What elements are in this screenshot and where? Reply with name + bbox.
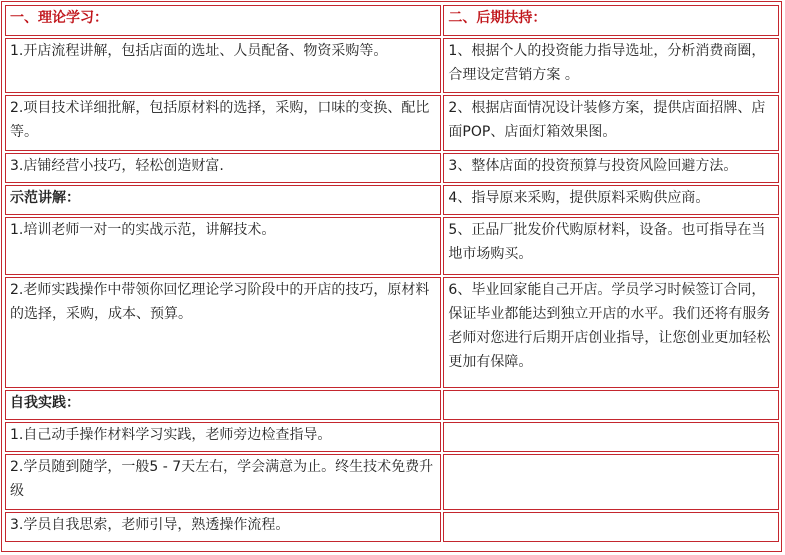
- table-row: [5, 217, 779, 275]
- table-row: [5, 512, 779, 542]
- table-row: [5, 454, 779, 510]
- self-practice-header: 自我实践：: [5, 390, 441, 420]
- demo-item-1: 1.培训老师一对一的实战示范，讲解技术。: [5, 217, 441, 275]
- training-table-frame: [1, 1, 782, 552]
- theory-item-3: 3.店铺经营小技巧，轻松创造财富.: [5, 153, 441, 183]
- theory-item-2: 2.项目技术详细批解，包括原材料的选择，采购，口味的变换、配比等。: [5, 95, 441, 151]
- table-row: [5, 38, 779, 93]
- practice-item-2: 2.学员随到随学，一般5 - 7天左右，学会满意为止。终生技术免费升级: [5, 454, 441, 510]
- theory-item-1: 1.开店流程讲解，包括店面的选址、人员配备、物资采购等。: [5, 38, 441, 93]
- support-item-5: 5、正品厂批发价代购原材料，设备。也可指导在当地市场购买。: [443, 217, 779, 275]
- support-item-2: 2、根据店面情况设计装修方案，提供店面招牌、店面POP、店面灯箱效果图。: [443, 95, 779, 151]
- empty-cell: [443, 390, 779, 420]
- table-row: [5, 390, 779, 420]
- empty-cell: [443, 512, 779, 542]
- theory-study-header: 一、理论学习：: [5, 5, 441, 36]
- support-item-3: 3、整体店面的投资预算与投资风险回避方法。: [443, 153, 779, 183]
- training-table: [3, 3, 781, 544]
- table-row: [5, 422, 779, 452]
- table-row: [5, 185, 779, 215]
- after-support-header: 二、后期扶持：: [443, 5, 779, 36]
- support-item-1: 1、根据个人的投资能力指导选址，分析消费商圈，合理设定营销方案 。: [443, 38, 779, 93]
- table-row: [5, 95, 779, 151]
- table-row: [5, 153, 779, 183]
- support-item-4: 4、指导原来采购，提供原料采购供应商。: [443, 185, 779, 215]
- demo-explanation-header: 示范讲解：: [5, 185, 441, 215]
- table-row: [5, 5, 779, 36]
- table-row: [5, 277, 779, 388]
- empty-cell: [443, 422, 779, 452]
- support-item-6: 6、毕业回家能自己开店。学员学习时候签订合同，保证毕业都能达到独立开店的水平。我们还将有服务老师对您进行后期开店创业指导，让您创业更加轻松更加有保障。: [443, 277, 779, 388]
- practice-item-3: 3.学员自我思索，老师引导，熟透操作流程。: [5, 512, 441, 542]
- practice-item-1: 1.自己动手操作材料学习实践，老师旁边检查指导。: [5, 422, 441, 452]
- empty-cell: [443, 454, 779, 510]
- demo-item-2: 2.老师实践操作中带领你回忆理论学习阶段中的开店的技巧，原材料的选择，采购，成本、预算。: [5, 277, 441, 388]
